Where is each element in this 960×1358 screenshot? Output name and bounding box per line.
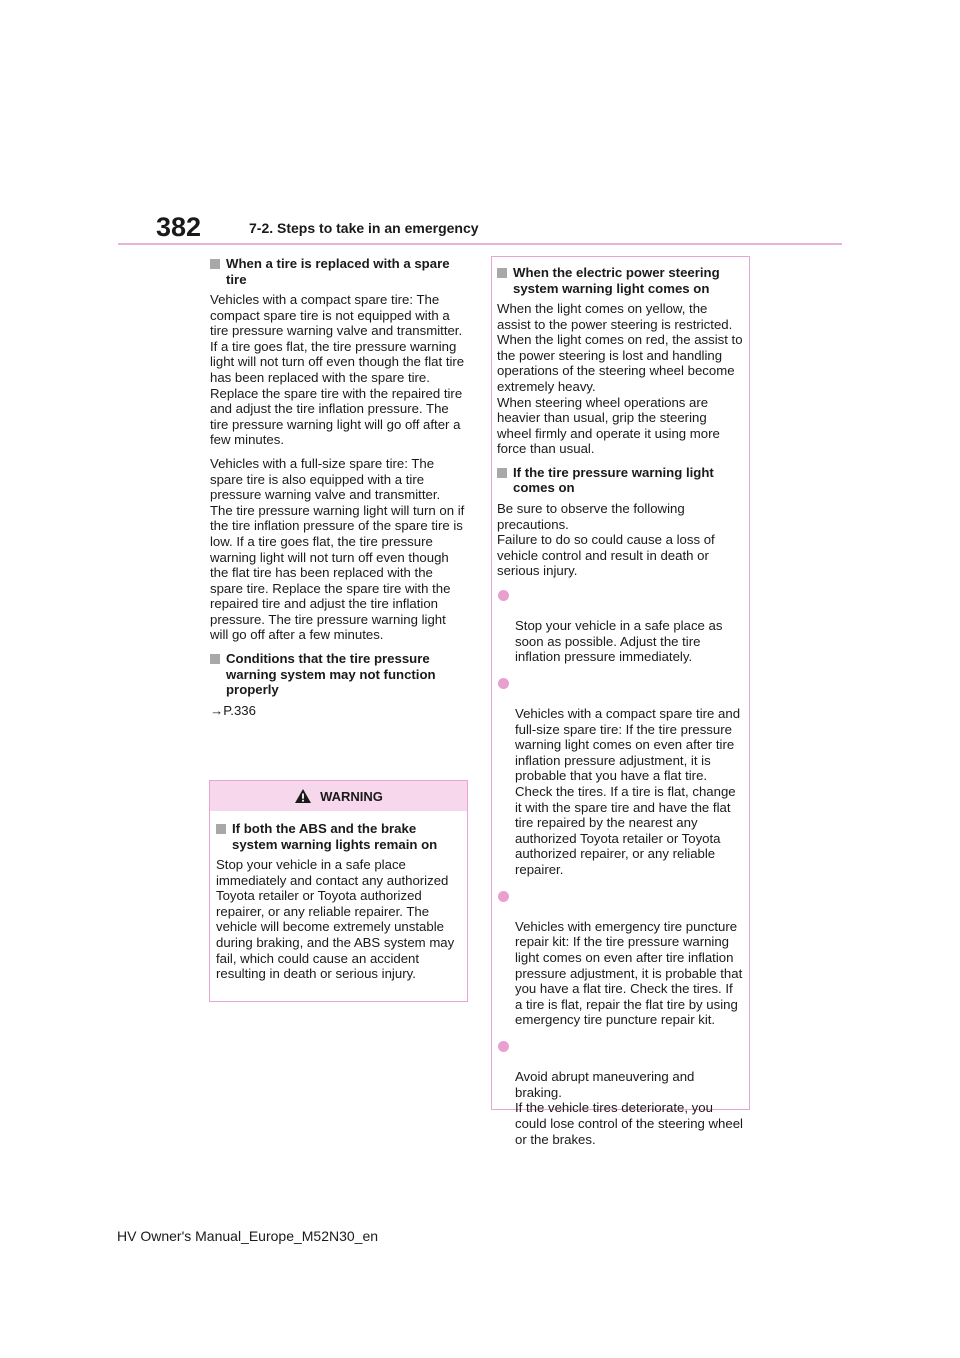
heading-square-icon	[497, 468, 507, 478]
bullet-text: Avoid abrupt maneuvering and braking. If the vehicle tires deteriorate, you could lose control of the steering wheel or the brakes.	[515, 1069, 743, 1147]
warning-triangle-icon	[294, 788, 312, 804]
heading-square-icon	[497, 268, 507, 278]
bullet-item	[497, 587, 743, 665]
page-reference-link[interactable]: →P.336	[210, 702, 256, 718]
bullet-item	[497, 888, 743, 1028]
heading-power-steering	[497, 265, 743, 296]
heading-text: When a tire is replaced with a spare tire	[226, 256, 450, 287]
caution-body	[492, 257, 749, 1147]
heading-text: If the tire pressure warning light comes on	[513, 464, 714, 496]
heading-tire-pressure-light	[497, 465, 743, 496]
heading-spare-tire	[210, 256, 466, 287]
heading-text: If both the ABS and the brake system warning lights remain on	[232, 821, 438, 852]
bullet-dot-icon	[498, 590, 509, 601]
paragraph-precautions: Be sure to observe the following precautions. Failure to do so could cause a loss of vehicle control and result in death or serious injury.	[497, 500, 715, 579]
heading-conditions	[210, 651, 466, 698]
paragraph-fullsize-spare: Vehicles with a full-size spare tire: The spare tire is also equipped with a tire pressure warning valve and transmitter. The tire pressure warning light will turn on if the tire inflation pressure of the spare tire is low. If a tire goes flat, the tire pressure warning light will not turn off even though the flat tire has been replaced with the spare tire. Replace the spare tire with the repaired tire and adjust the tire inflation pressure. The tire pressure warning light will go off after a few minutes.	[210, 455, 465, 643]
heading-square-icon	[210, 259, 220, 269]
section-title: 7-2. Steps to take in an emergency	[249, 220, 479, 236]
footer-manual-name: HV Owner's Manual_Europe_M52N30_en	[117, 1228, 379, 1244]
heading-square-icon	[210, 654, 220, 664]
paragraph-compact-spare: Vehicles with a compact spare tire: The compact spare tire is not equipped with a tire pressure warning valve and transmitter. If a tire goes flat, the tire pressure warning light will not turn off even though the flat tire has been replaced with the spare tire. Replace the spare tire with the repaired tire and adjust the tire inflation pressure. The tire pressure warning light will go off after a few minutes.	[210, 292, 465, 448]
bullet-text: Stop your vehicle in a safe place as soon as possible. Adjust the tire inflation pressure immediately.	[515, 618, 723, 665]
heading-text: Conditions that the tire pressure warning system may not function properly	[226, 651, 436, 698]
warning-body	[210, 811, 467, 982]
warning-box	[209, 780, 468, 1002]
bullet-dot-icon	[498, 1041, 509, 1052]
bullet-item	[497, 1038, 743, 1147]
bullet-text: Vehicles with emergency tire puncture repair kit: If the tire pressure warning light comes on even after tire inflation pressure adjustment, it is probable that you have a flat tire. Check the tires. If a tire is flat, repair the flat tire by using emergency tire puncture repair kit.	[515, 918, 743, 1028]
heading-text: When the electric power steering system warning light comes on	[513, 265, 720, 296]
bullet-dot-icon	[498, 678, 509, 689]
heading-square-icon	[216, 824, 226, 834]
warning-text: Stop your vehicle in a safe place immediately and contact any authorized Toyota retailer or Toyota authorized repairer, or any reliable repairer. The vehicle will become extremely unstable during braking, and the ABS system may fail, which could cause an accident resulting in death or serious injury.	[216, 857, 455, 982]
left-column	[210, 256, 466, 726]
bullet-dot-icon	[498, 891, 509, 902]
bullet-text: Vehicles with a compact spare tire and full-size spare tire: If the tire pressure warning light comes on even after tire inflation pressure adjustment, it is probable that you have a flat tire. Check the tires. If a tire is flat, change it with the spare tire and have the flat tire repaired by the nearest any authorized Toyota retailer or Toyota authorized repairer, or any reliable repairer.	[515, 706, 741, 877]
warning-label: WARNING	[320, 788, 383, 804]
page-number: 382	[156, 212, 202, 242]
caution-box	[491, 256, 750, 1147]
warning-heading	[216, 821, 461, 852]
warning-header	[210, 781, 467, 811]
bullet-item	[497, 675, 743, 878]
header-rule	[118, 243, 842, 245]
paragraph-power-steering: When the light comes on yellow, the assist to the power steering is restricted. When the light comes on red, the assist to the power steering is lost and handling operations of the steering wheel become extremely heavy. When steering wheel operations are heavier than usual, grip the steering wheel firmly and operate it using more force than usual.	[497, 301, 743, 457]
